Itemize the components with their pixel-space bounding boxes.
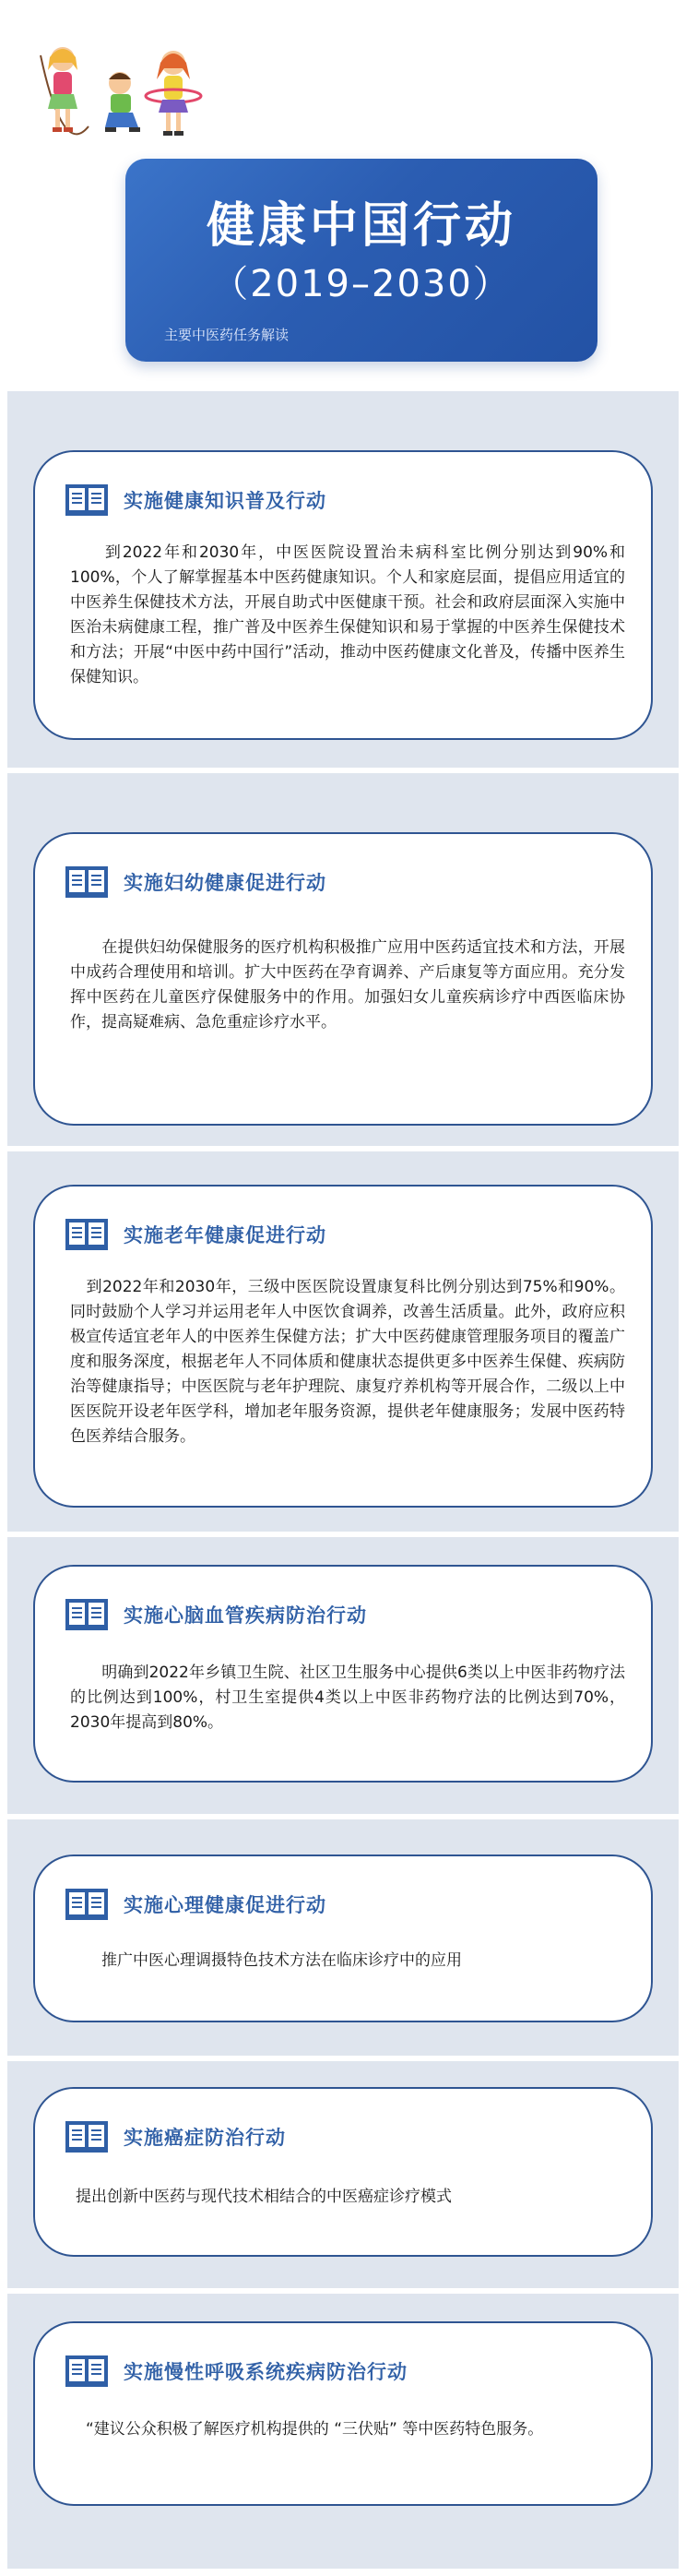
card-header bbox=[65, 1216, 326, 1253]
card-elderly bbox=[33, 1185, 653, 1508]
book-icon bbox=[65, 1218, 109, 1251]
page-title: 健康中国行动 bbox=[206, 198, 516, 254]
card-body: 到2022年和2030年，三级中医医院设置康复科比例分别达到75%和90%。同时鼓励个人学习并运用老年人中医饮食调养，改善生活质量。此外，政府应积极宣传适宜老年人的中医养生保健方法；扩大中医药健康管理服务项目的覆盖广度和服务深度，根据老年人不同体质和健康状态提供更多中医养生保健、疾病防治等健康指导；中医医院与老年护理院、康复疗养机构等开展合作，二级以上中医医院开设老年医学科，增加老年服务资源，提供老年健康服务；发展中医药特色医养结合服务。 bbox=[70, 1278, 625, 1446]
card-title: 实施妇幼健康促进行动 bbox=[124, 872, 326, 894]
book-icon bbox=[65, 1888, 109, 1921]
book-icon bbox=[65, 2120, 109, 2153]
card-cancer bbox=[33, 2087, 653, 2257]
card-title: 实施老年健康促进行动 bbox=[124, 1224, 326, 1246]
card-body: 在提供妇幼保健服务的医疗机构积极推广应用中医药适宜技术和方法，开展中成药合理使用和培训。扩大中医药在孕育调养、产后康复等方面应用。充分发挥中医药在儿童医疗保健服务中的作用。加强妇女儿童疾病诊疗中西医临床协作，提高疑难病、急危重症诊疗水平。 bbox=[70, 938, 625, 1032]
card-body: 提出创新中医药与现代技术相结合的中医癌症诊疗模式 bbox=[76, 2188, 452, 2206]
header bbox=[0, 0, 686, 388]
card-title: 实施健康知识普及行动 bbox=[124, 490, 326, 512]
card-body: 推广中医心理调摄特色技术方法在临床诊疗中的应用 bbox=[70, 1951, 462, 1970]
card-header bbox=[65, 2353, 408, 2390]
section-mental bbox=[7, 1819, 679, 2056]
card-cardio bbox=[33, 1565, 653, 1783]
section-maternal-child bbox=[7, 773, 679, 1146]
card-header bbox=[65, 864, 326, 900]
book-icon bbox=[65, 865, 109, 899]
page-subtitle: 主要中医药任务解读 bbox=[164, 327, 290, 343]
card-mental bbox=[33, 1854, 653, 2022]
section-health-knowledge bbox=[7, 391, 679, 768]
card-health-knowledge bbox=[33, 450, 653, 740]
title-banner bbox=[125, 159, 597, 362]
card-title: 实施心脑血管疾病防治行动 bbox=[124, 1604, 367, 1627]
card-title: 实施心理健康促进行动 bbox=[124, 1894, 326, 1916]
card-header bbox=[65, 2118, 286, 2155]
card-respiratory bbox=[33, 2321, 653, 2506]
page-years: （2019–2030） bbox=[211, 263, 512, 305]
card-body: 明确到2022年乡镇卫生院、社区卫生服务中心提供6类以上中医非药物疗法的比例达到100%，村卫生室提供4类以上中医非药物疗法的比例达到70%，2030年提高到80%。 bbox=[70, 1664, 625, 1732]
book-icon bbox=[65, 1598, 109, 1631]
card-body: “建议公众积极了解医疗机构提供的 “三伏贴” 等中医药特色服务。 bbox=[70, 2420, 544, 2439]
card-title: 实施癌症防治行动 bbox=[124, 2127, 286, 2149]
card-header bbox=[65, 482, 326, 519]
card-header bbox=[65, 1596, 367, 1633]
card-title: 实施慢性呼吸系统疾病防治行动 bbox=[124, 2361, 408, 2383]
section-cancer bbox=[7, 2061, 679, 2288]
section-elderly bbox=[7, 1151, 679, 1532]
card-maternal-child bbox=[33, 832, 653, 1126]
card-header bbox=[65, 1886, 326, 1923]
book-icon bbox=[65, 2355, 109, 2388]
book-icon bbox=[65, 483, 109, 517]
section-respiratory bbox=[7, 2294, 679, 2569]
children-illustration bbox=[35, 39, 219, 149]
card-body: 到2022年和2030年，中医医院设置治未病科室比例分别达到90%和100%，个人了解掌握基本中医药健康知识。个人和家庭层面，提倡应用适宜的中医养生保健技术方法，开展自助式中医健康干预。社会和政府层面深入实施中医治未病健康工程，推广普及中医养生保健知识和易于掌握的中医养生保健技术和方法；开展“中医中药中国行”活动，推动中医药健康文化普及，传播中医养生保健知识。 bbox=[70, 543, 625, 686]
section-cardio bbox=[7, 1537, 679, 1814]
